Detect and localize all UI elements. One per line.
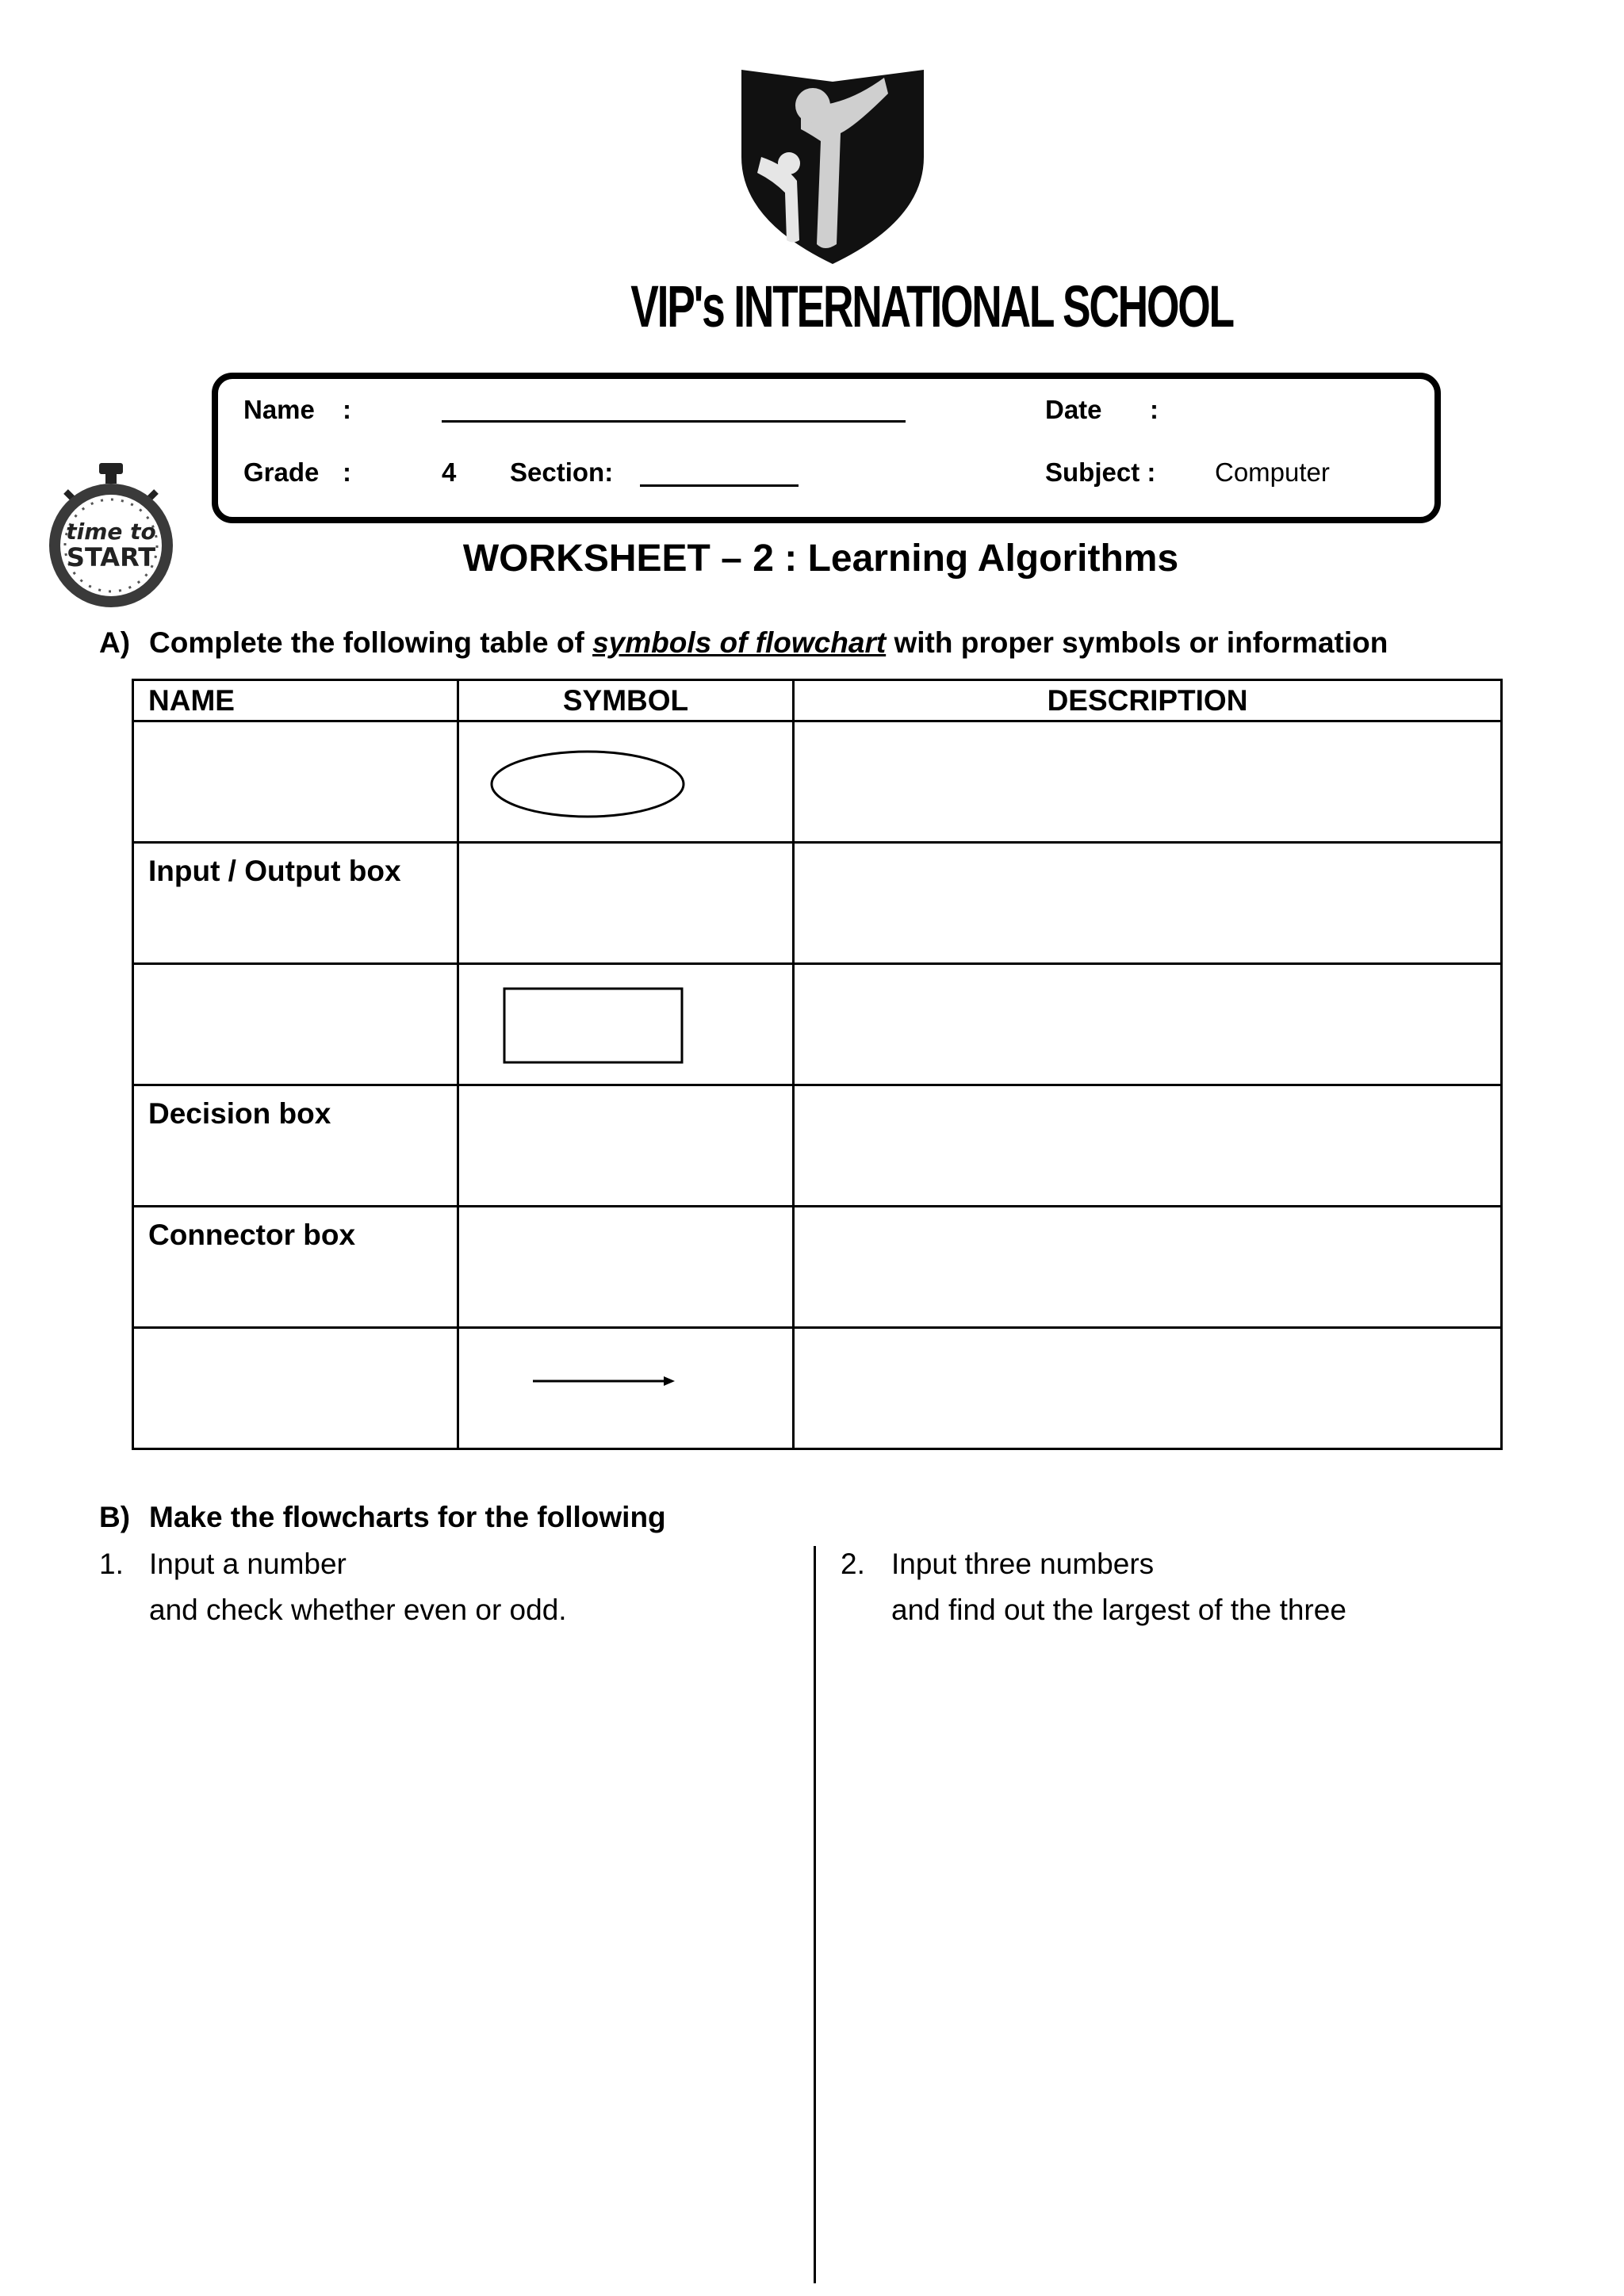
section-a-marker: A): [99, 626, 131, 659]
row-name-cell[interactable]: [133, 721, 458, 843]
section-a-text-before: Complete the following table of: [149, 626, 584, 659]
oval-symbol-icon: [459, 722, 792, 841]
section-a-instruction: [149, 626, 1388, 660]
date-colon: :: [1150, 395, 1159, 424]
name-blank-line[interactable]: [442, 420, 906, 423]
subject-value: Computer: [1215, 457, 1330, 487]
date-label: Date: [1045, 395, 1102, 424]
question-1-line1: Input a number: [149, 1548, 347, 1580]
column-divider: [814, 1546, 816, 2283]
table-row: [133, 843, 1502, 964]
stopwatch-icon: [44, 460, 178, 610]
row-symbol-cell[interactable]: [458, 843, 794, 964]
flowchart-symbols-table: [132, 679, 1503, 1450]
question-2-number: 2.: [841, 1548, 865, 1580]
row-symbol-cell: [458, 964, 794, 1085]
section-a-text-after: with proper symbols or information: [894, 626, 1388, 659]
name-label: Name: [243, 395, 315, 424]
section-b-marker: B): [99, 1501, 131, 1533]
arrow-symbol-icon: [459, 1329, 792, 1448]
header-symbol: SYMBOL: [458, 680, 794, 721]
timer-text-bottom: START: [66, 542, 156, 572]
table-row: [133, 964, 1502, 1085]
grade-value: 4: [442, 457, 457, 487]
timer-text-top: time to: [66, 519, 156, 545]
row-description-cell[interactable]: [794, 964, 1502, 1085]
header-description: DESCRIPTION: [794, 680, 1502, 721]
table-header-row: [133, 680, 1502, 721]
worksheet-title: WORKSHEET – 2 : Learning Algorithms: [462, 538, 1179, 580]
table-row: [133, 1085, 1502, 1207]
row-name-cell[interactable]: [133, 964, 458, 1085]
school-logo: [730, 62, 936, 268]
row-description-cell[interactable]: [794, 843, 1502, 964]
row-description-cell[interactable]: [794, 721, 1502, 843]
row-symbol-cell: [458, 1328, 794, 1449]
school-name: VIP's INTERNATIONAL SCHOOL: [630, 274, 1233, 339]
section-label: Section:: [510, 457, 614, 487]
row-name-cell: Input / Output box: [133, 843, 458, 964]
student-info-box: [212, 373, 1441, 523]
table-row: [133, 1207, 1502, 1328]
question-2-line1: Input three numbers: [891, 1548, 1155, 1580]
question-1-number: 1.: [99, 1548, 124, 1580]
row-description-cell[interactable]: [794, 1085, 1502, 1207]
row-description-cell[interactable]: [794, 1207, 1502, 1328]
subject-label: Subject :: [1045, 457, 1156, 487]
row-name-cell: Decision box: [133, 1085, 458, 1207]
grade-label: Grade: [243, 457, 320, 487]
rectangle-symbol-icon: [459, 965, 792, 1084]
row-symbol-cell[interactable]: [458, 1207, 794, 1328]
question-1-line2: and check whether even or odd.: [149, 1594, 567, 1626]
section-a-text-emphasis: symbols of flowchart: [592, 626, 887, 659]
section-blank-line[interactable]: [640, 484, 799, 487]
row-description-cell[interactable]: [794, 1328, 1502, 1449]
table-row: [133, 1328, 1502, 1449]
table-row: [133, 721, 1502, 843]
row-symbol-cell: [458, 721, 794, 843]
section-b-instruction: Make the flowcharts for the following: [149, 1501, 666, 1533]
name-colon: :: [343, 395, 351, 424]
row-name-cell[interactable]: [133, 1328, 458, 1449]
row-name-cell: Connector box: [133, 1207, 458, 1328]
row-symbol-cell[interactable]: [458, 1085, 794, 1207]
question-2-line2: and find out the largest of the three: [891, 1594, 1346, 1626]
grade-colon: :: [343, 457, 351, 487]
header-name: NAME: [133, 680, 458, 721]
